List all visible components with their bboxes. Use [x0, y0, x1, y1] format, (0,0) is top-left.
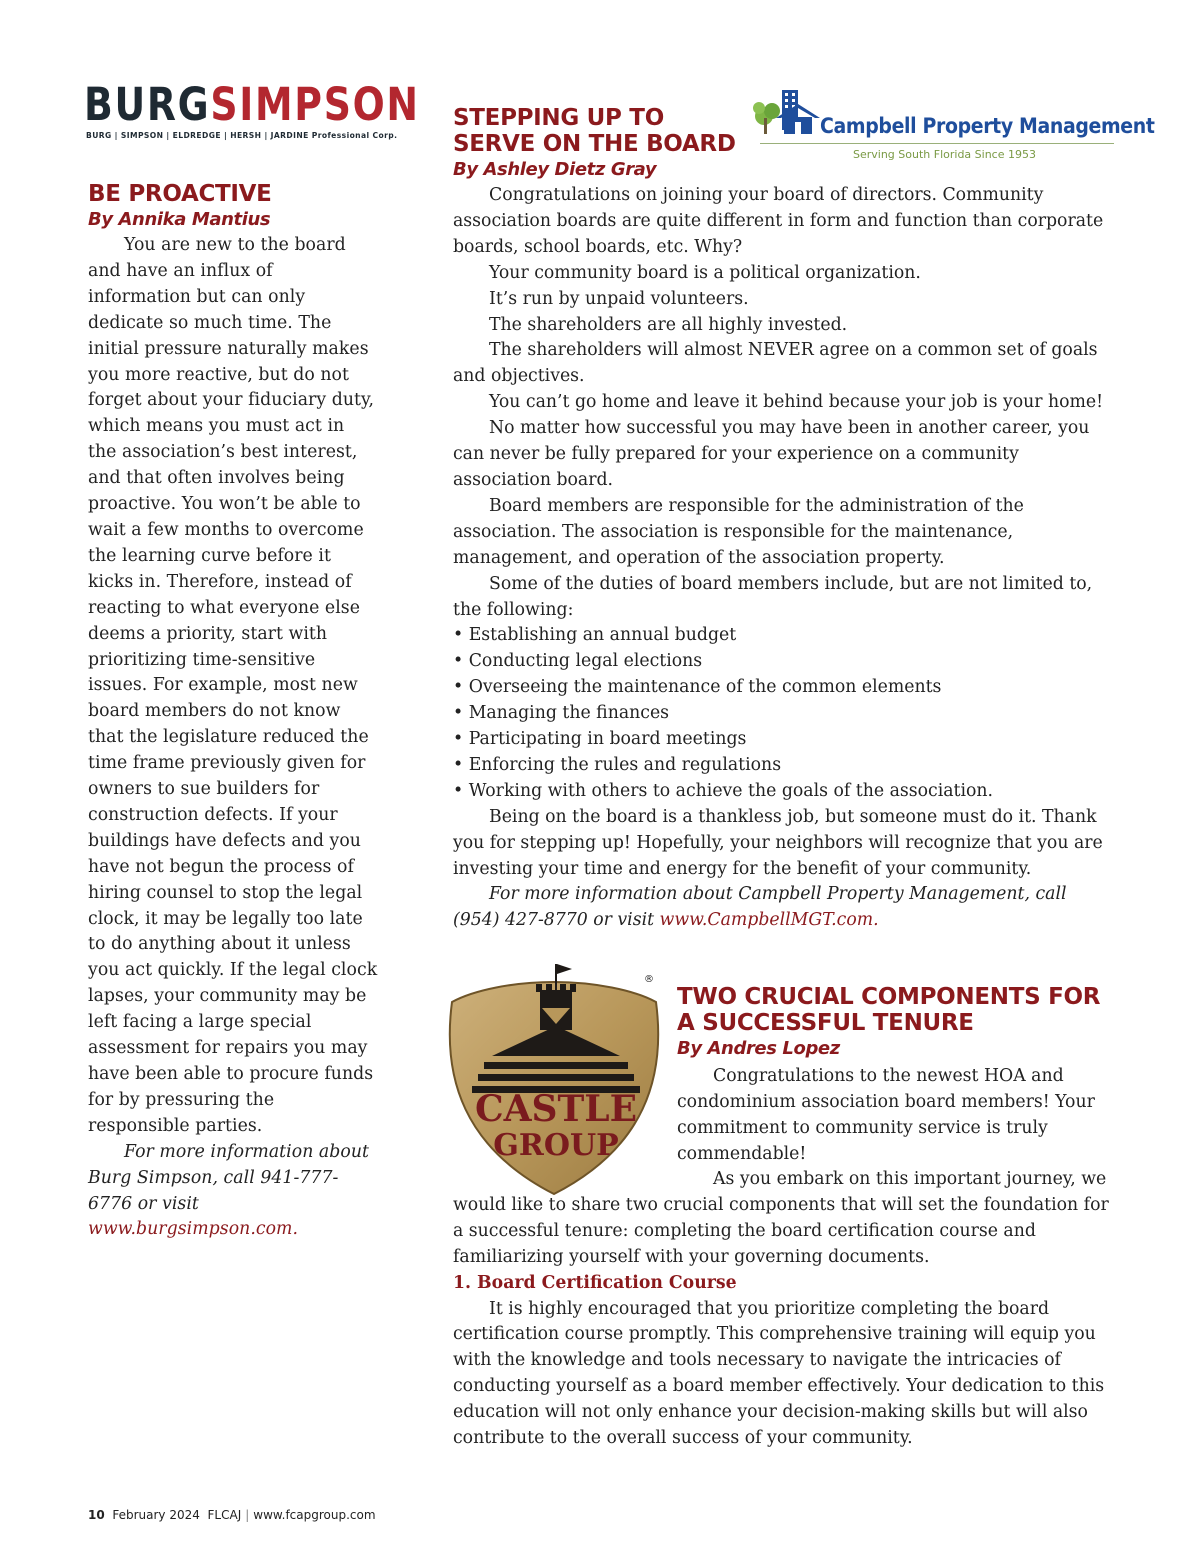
- castle-logo-line1: CASTLE: [474, 1088, 638, 1130]
- article-byline: By Annika Mantius: [88, 209, 271, 230]
- burg-logo-word2: SIMPSON: [210, 78, 420, 131]
- paragraph: Some of the duties of board members include, but are not limited to, the following:: [453, 573, 1093, 620]
- article-title: BE PROACTIVE: [88, 181, 272, 207]
- list-item: • Conducting legal elections: [453, 649, 1113, 675]
- article-two-components-header: [677, 984, 1117, 1062]
- campbell-logo-tagline: Serving South Florida Since 1953: [853, 148, 1036, 161]
- article-stepping-up: [453, 105, 1113, 934]
- paragraph: It is highly encouraged that you prioritize completing the board certification course promptly. This comprehensive training will equip you with the knowledge and tools necessary to navigate the intricacies of conducting yourself as a board member effectively. Your dedication to this education will not only enhance your decision-making skills but will also contribute to the overall success of your community.: [453, 1298, 1105, 1449]
- article-two-components-body: [453, 1167, 1113, 1452]
- list-item: • Enforcing the rules and regulations: [453, 753, 1113, 779]
- paragraph: No matter how successful you may have been in another career, you can never be fully prepared for your experience on a community association board.: [453, 418, 1090, 490]
- publication-name: FLCAJ: [207, 1508, 242, 1522]
- page-number: 10: [88, 1508, 105, 1522]
- burg-logo-word1: BURG: [84, 78, 211, 131]
- footer-website[interactable]: www.fcapgroup.com: [253, 1508, 376, 1522]
- list-item: • Participating in board meetings: [453, 727, 1113, 753]
- article-body: You are new to the board and have an influx of information but can only dedicate so much time. The initial pressure naturally makes you more reactive, but do not forget about your fiduciary duty, which means you must act in the association’s best interest, and that often involves being proactive. You won’t be able to wait a few months to overcome the learning curve before it kicks in. Therefore, instead of reacting to what everyone else deems a priority, start with prioritizing time-sensitive issues. For example, most new board members do not know that the legislature reduced the time frame previously given for owners to sue builders for construction defects. If your buildings have defects and you have not begun the process of hiring counsel to stop the legal clock, it may be legally too late to do anything about it unless you act quickly. If the legal clock lapses, your community may be left facing a large special assessment for repairs you may have been able to procure funds for by pressuring the responsible parties.: [88, 235, 378, 1136]
- article-title: STEPPING UP TO SERVE ON THE BOARD: [453, 105, 736, 157]
- burg-logo-subline: BURG | SIMPSON | ELDREDGE | HERSH | JARDINE Professional Corp.: [86, 131, 398, 140]
- burg-simpson-logo: [84, 78, 420, 146]
- article-be-proactive: [88, 181, 378, 1243]
- more-info: [453, 882, 1113, 934]
- list-item: • Establishing an annual budget: [453, 623, 1113, 649]
- article-byline: By Ashley Dietz Gray: [453, 159, 657, 180]
- burgsimpson-link[interactable]: www.burgsimpson.com.: [88, 1219, 299, 1240]
- campbell-logo-name: Campbell Property Management: [820, 114, 1155, 138]
- more-info-text: For more information about Campbell Property Management, call (954) 427-8770 or visit: [453, 884, 1067, 931]
- issue-date: February 2024: [112, 1508, 200, 1522]
- article-title: TWO CRUCIAL COMPONENTS FOR A SUCCESSFUL TENURE: [677, 984, 1101, 1036]
- paragraph: You can’t go home and leave it behind because your job is your home!: [489, 392, 1104, 413]
- paragraph: Your community board is a political organization.: [489, 262, 921, 283]
- castle-logo-line2: GROUP: [493, 1128, 619, 1163]
- more-info: [88, 1140, 378, 1244]
- castle-shield-icon: [444, 958, 664, 1198]
- duties-list: [453, 623, 1113, 804]
- page-footer: 10 February 2024 FLCAJ | www.fcapgroup.com: [88, 1508, 376, 1522]
- registered-mark: ®: [644, 974, 654, 985]
- article-byline: By Andres Lopez: [677, 1038, 840, 1059]
- list-item: • Managing the finances: [453, 701, 1113, 727]
- section-subhead: 1. Board Certification Course: [453, 1272, 737, 1293]
- campbellmgt-link[interactable]: www.CampbellMGT.com.: [659, 910, 879, 931]
- paragraph: Board members are responsible for the administration of the association. The association is responsible for the maintenance, management, and operation of the association property.: [453, 495, 1024, 568]
- closing-paragraph: Being on the board is a thankless job, but someone must do it. Thank you for stepping up! Hopefully, your neighbors will recognize that you are investing your time and energy for the benefit of your community.: [453, 806, 1103, 879]
- castle-group-logo: [444, 958, 664, 1198]
- list-item: • Working with others to achieve the goals of the association.: [453, 779, 1113, 805]
- paragraph: Congratulations to the newest HOA and condominium association board members! Your commitment to community service is truly commendable!: [677, 1066, 1095, 1164]
- list-item: • Overseeing the maintenance of the common elements: [453, 675, 1113, 701]
- paragraph: As you embark on this important journey, we would like to share two crucial components that will set the foundation for a successful tenure: completing the board certification course and familiarizing yourself with your governing documents.: [453, 1169, 1109, 1267]
- paragraph: Congratulations on joining your board of directors. Community association boards are quite different in form and function than corporate boards, school boards, etc. Why?: [453, 185, 1104, 257]
- paragraph: It’s run by unpaid volunteers.: [489, 288, 749, 309]
- more-info-text: For more information about Burg Simpson, call 941-777-6776 or visit: [88, 1141, 370, 1214]
- paragraph: The shareholders will almost NEVER agree on a common set of goals and objectives.: [453, 340, 1098, 387]
- paragraph: The shareholders are all highly invested.: [489, 314, 848, 335]
- article-intro: [677, 1064, 1117, 1168]
